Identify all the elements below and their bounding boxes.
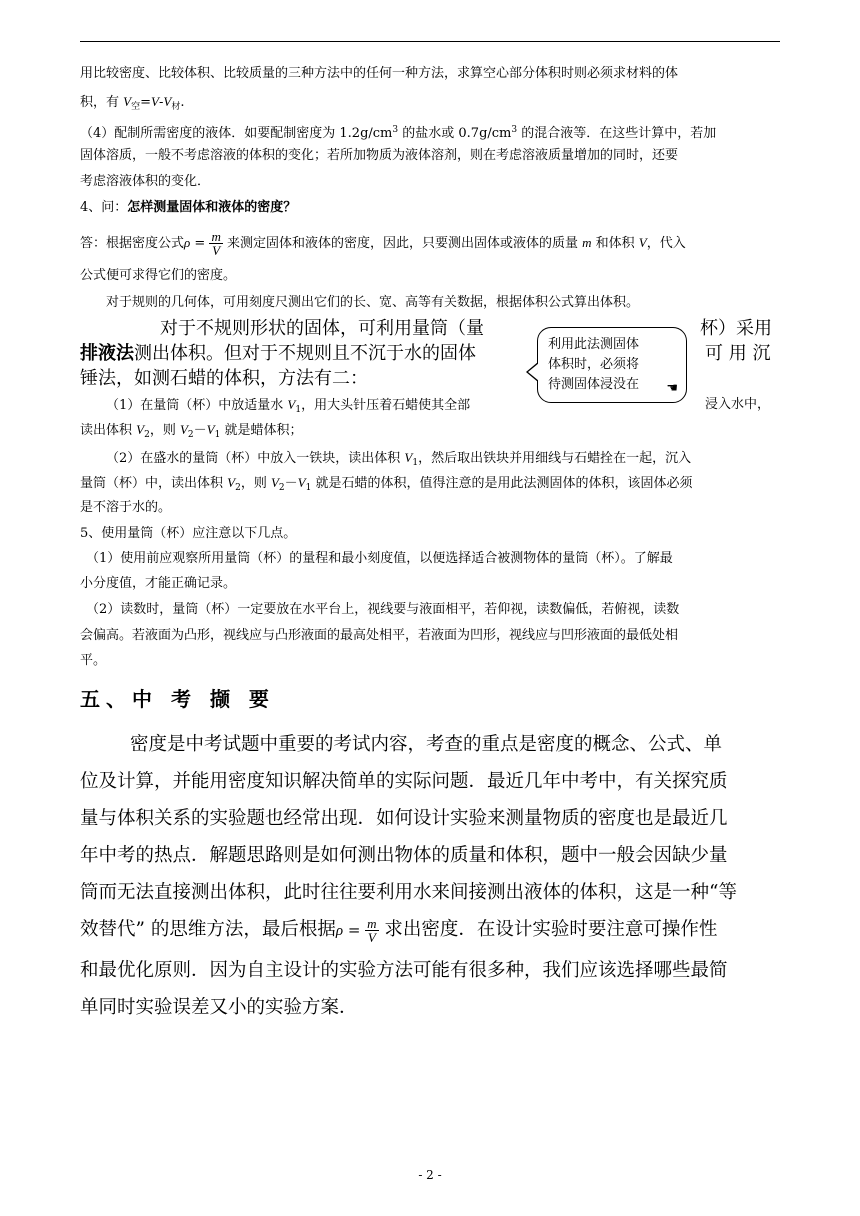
- text-line: 考虑溶液体积的变化．: [80, 174, 211, 189]
- section-heading: 五、中 考 撷 要: [80, 687, 275, 711]
- callout-text: 利用此法测固体 体积时，必须将 待测固体浸没在: [548, 337, 640, 392]
- pointing-hand-icon: ☚: [666, 381, 678, 396]
- text-line: 浸入水中，: [705, 397, 771, 412]
- text-line: 是不溶于水的。: [80, 500, 172, 515]
- callout-box: [537, 327, 687, 403]
- paragraph-line: 位及计算，并能用密度知识解决简单的实际问题．最近几年中考中，有关探究质: [80, 771, 728, 792]
- text-line: 用比较密度、比较体积、比较质量的三种方法中的任何一种方法，求算空心部分体积时则必须求材料的体: [80, 66, 679, 81]
- paragraph-line: 单同时实验误差又小的实验方案．: [80, 997, 358, 1018]
- text-line: （2）读数时，量筒（杯）一定要放在水平台上，视线要与液面相平，若仰视，读数偏低，若俯视，读数: [86, 602, 680, 617]
- text-line: （4）配制所需密度的液体．如要配制密度为 $1.2g/cm^3$ 的盐水或 $0.7g/cm^3$ 的混合液等．在这些计算中，若加: [80, 125, 717, 141]
- paragraph-line: 和最优化原则．因为自主设计的实验方法可能有很多种，我们应该选择哪些最简: [80, 960, 728, 981]
- text-line: 小分度值，才能正确记录。: [80, 576, 237, 591]
- paragraph-line: 年中考的热点．解题思路则是如何测出物体的质量和体积，题中一般会因缺少量: [80, 845, 728, 866]
- text-line: 平。: [80, 653, 107, 668]
- text-line: 锤法，如测石蜡的体积，方法有二：: [80, 368, 368, 389]
- text-line: 公式便可求得它们的密度。: [80, 268, 237, 283]
- paragraph-line: 量与体积关系的实验题也经常出现．如何设计实验来测量物质的密度也是最近几: [80, 808, 728, 829]
- question-heading: 4、问：怎样测量固体和液体的密度？: [80, 200, 297, 215]
- text-line: 读出体积 $V_2$，则 $V_2-V_1$ 就是蜡体积；: [80, 422, 303, 440]
- density-fraction: $\frac{m}{V}$: [367, 915, 377, 945]
- text-line: 答：根据密度公式ρ = $\frac{m}{V}$ 来测定固体和液体的密度，因此，只要测出固体或液体的质量 m 和体积 V，代入: [80, 229, 686, 258]
- text-line: 积，有 $V_空=V-V_材$.: [80, 94, 185, 112]
- rho-symbol: ρ: [184, 235, 191, 250]
- text-line: 排液法测出体积。但对于不规则且不沉于水的固体: [80, 343, 476, 364]
- text-line: 对于不规则形状的固体，可利用量筒（量: [160, 318, 484, 339]
- text-line: 会偏高。若液面为凸形，视线应与凸形液面的最高处相平，若液面为凹形，视线应与凹形液面的最低处相: [80, 628, 679, 643]
- paragraph-line: 密度是中考试题中重要的考试内容，考查的重点是密度的概念、公式、单: [130, 734, 723, 755]
- text-line: （2）在盛水的量筒（杯）中放入一铁块，读出体积 $V_1$，然后取出铁块并用细线与石蜡拴在一起，沉入: [106, 450, 692, 468]
- paragraph-line: 效替代” 的思维方法，最后根据ρ = $\frac{m}{V}$ 求出密度．在设计实验时要注意可操作性: [80, 915, 718, 945]
- text-line: 可 用 沉: [705, 343, 771, 364]
- text-line: 杯）采用: [700, 318, 772, 339]
- text-line: 固体溶质，一般不考虑溶液的体积的变化；若所加物质为液体溶剂，则在考虑溶液质量增加的同时，还要: [80, 148, 679, 163]
- text-line: 5、使用量筒（杯）应注意以下几点。: [80, 526, 297, 541]
- page-number: - 2 -: [418, 1168, 442, 1182]
- text-line: 量筒（杯）中，读出体积 $V_2$，则 $V_2-V_1$ 就是石蜡的体积，值得注意的是用此法测固体的体积，该固体必须: [80, 475, 693, 493]
- density-fraction: $\frac{m}{V}$: [211, 229, 221, 258]
- text-line: （1）在量筒（杯）中放适量水 $V_1$，用大头针压着石蜡使其全部: [106, 397, 471, 415]
- text-line: 对于规则的几何体，可用刻度尺测出它们的长、宽、高等有关数据，根据体积公式算出体积。: [106, 295, 640, 310]
- paragraph-line: 筒而无法直接测出体积，此时往往要利用水来间接测出液体的体积，这是一种“等: [80, 882, 737, 903]
- text-line: （1）使用前应观察所用量筒（杯）的量程和最小刻度值，以便选择适合被测物体的量筒（杯）。了解最: [86, 551, 673, 566]
- header-rule: [80, 41, 780, 42]
